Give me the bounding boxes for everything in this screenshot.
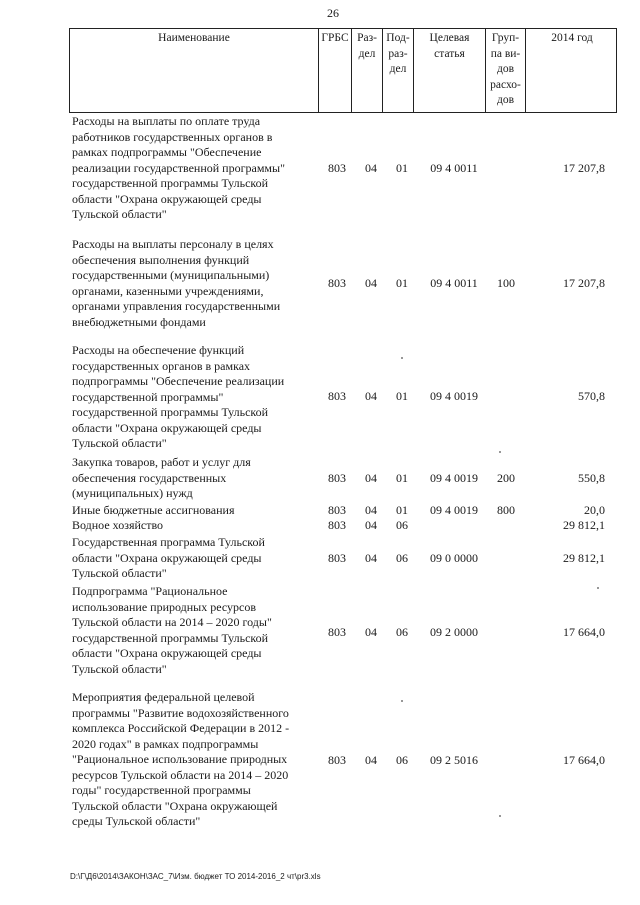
row-grbs: 803 [328, 276, 346, 290]
row-grbs: 803 [328, 753, 346, 767]
row-name: Закупка товаров, работ и услуг для обеспечения государственных (муниципальных) нужд [72, 455, 251, 500]
row-sum: 17 664,0 [563, 625, 605, 639]
row-celevaya: 09 2 0000 [430, 625, 478, 639]
row-celevaya: 09 4 0011 [430, 161, 478, 175]
scan-speck [499, 815, 501, 817]
row-podrazdel: 06 [396, 518, 408, 532]
row-gruppa: 100 [497, 276, 515, 290]
header-podrazdel: Под- раз- дел [383, 29, 414, 112]
row-razdel: 04 [365, 161, 377, 175]
row-name: Подпрограмма "Рациональное использование природных ресурсов Тульской области на 2014 – 2020 годы" государственной программы Тульской области "Охрана окружающей среды Тульской области" [72, 584, 272, 676]
row-celevaya: 09 0 0000 [430, 551, 478, 565]
row-podrazdel: 06 [396, 753, 408, 767]
row-name: Иные бюджетные ассигнования [72, 503, 235, 517]
row-podrazdel: 01 [396, 161, 408, 175]
header-name: Наименование [70, 29, 319, 112]
scan-speck [401, 700, 403, 702]
row-grbs: 803 [328, 161, 346, 175]
row-celevaya: 09 4 0011 [430, 276, 478, 290]
row-podrazdel: 01 [396, 389, 408, 403]
row-sum: 570,8 [578, 389, 605, 403]
row-name: Водное хозяйство [72, 518, 164, 532]
header-razdel: Раз- дел [352, 29, 383, 112]
row-grbs: 803 [328, 471, 346, 485]
row-razdel: 04 [365, 276, 377, 290]
row-razdel: 04 [365, 753, 377, 767]
row-sum: 550,8 [578, 471, 605, 485]
row-podrazdel: 06 [396, 625, 408, 639]
row-sum: 29 812,1 [563, 518, 605, 532]
row-sum: 29 812,1 [563, 551, 605, 565]
row-sum: 17 207,8 [563, 276, 605, 290]
row-grbs: 803 [328, 503, 346, 517]
row-celevaya: 09 4 0019 [430, 389, 478, 403]
scan-speck [597, 587, 599, 589]
header-celevaya: Целевая статья [414, 29, 486, 112]
row-razdel: 04 [365, 625, 377, 639]
row-celevaya: 09 4 0019 [430, 471, 478, 485]
header-year: 2014 год [551, 32, 593, 44]
row-grbs: 803 [328, 518, 346, 532]
row-grbs: 803 [328, 389, 346, 403]
row-sum: 17 664,0 [563, 753, 605, 767]
row-razdel: 04 [365, 551, 377, 565]
row-name: Расходы на выплаты по оплате труда работников государственных органов в рамках подпрограммы "Обеспечение реализации государственной программы" государственной программы Тульской области "Охрана окружающей среды Тульской области" [72, 114, 285, 221]
row-razdel: 04 [365, 471, 377, 485]
row-podrazdel: 06 [396, 551, 408, 565]
row-sum: 17 207,8 [563, 161, 605, 175]
row-razdel: 04 [365, 389, 377, 403]
file-path-footer: D:\Г\Д6\2014\ЗАКОН\ЗАС_7\Изм. бюджет ТО 2014-2016_2 чт\pr3.xls [70, 872, 321, 881]
row-gruppa: 800 [497, 503, 515, 517]
row-name: Расходы на выплаты персоналу в целях обеспечения выполнения функций государственными (муниципальными) органами, казенными учреждениями, органами управления государственными внебюджетными фондами [72, 237, 281, 329]
row-celevaya: 09 4 0019 [430, 503, 478, 517]
row-razdel: 04 [365, 503, 377, 517]
row-sum: 20,0 [584, 503, 605, 517]
row-grbs: 803 [328, 551, 346, 565]
row-celevaya: 09 2 5016 [430, 753, 478, 767]
row-gruppa: 200 [497, 471, 515, 485]
row-name: Государственная программа Тульской области "Охрана окружающей среды Тульской области" [72, 535, 265, 580]
row-name: Расходы на обеспечение функций государственных органов в рамках подпрограммы "Обеспечение реализации государственной программы" государственной программы Тульской области "Охрана окружающей среды Тульской области" [72, 343, 285, 450]
row-podrazdel: 01 [396, 471, 408, 485]
row-podrazdel: 01 [396, 503, 408, 517]
row-podrazdel: 01 [396, 276, 408, 290]
scan-speck [401, 357, 403, 359]
row-name: Мероприятия федеральной целевой программы "Развитие водохозяйственного комплекса Российской Федерации в 2012 - 2020 годах" в рамках подпрограммы "Рациональное использование природных ресурсов Тульской области на 2014 – 2020 годы" государственной программы Тульской области "Охрана окружающей среды Тульской области" [72, 690, 290, 828]
table-header [69, 28, 617, 113]
scan-speck [499, 451, 501, 453]
header-grbs: ГРБС [319, 29, 352, 112]
page-number: 26 [327, 6, 339, 20]
header-gruppa: Груп- па ви- дов расхо- дов [486, 29, 526, 112]
row-grbs: 803 [328, 625, 346, 639]
row-razdel: 04 [365, 518, 377, 532]
